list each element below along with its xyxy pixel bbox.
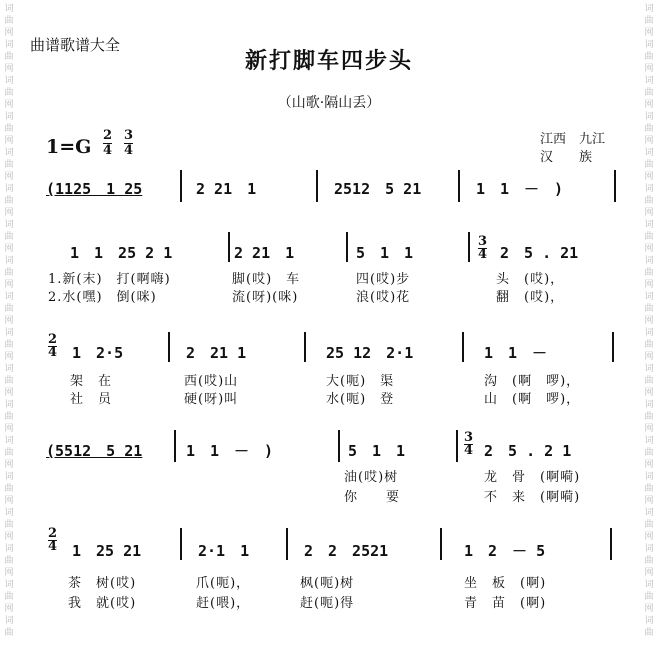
watermark-glyph: 曲 xyxy=(4,124,14,134)
watermark-glyph: 曲 xyxy=(644,268,654,278)
watermark-glyph: 曲 xyxy=(4,412,14,422)
lyric-verse2: 赶(喂)， xyxy=(196,596,251,611)
watermark-glyph: 词 xyxy=(644,76,654,86)
watermark-glyph: 网 xyxy=(4,496,14,506)
time-signature-3-4: 3 4 xyxy=(124,128,134,158)
watermark-glyph: 词 xyxy=(644,148,654,158)
watermark-glyph: 词 xyxy=(4,184,14,194)
watermark-glyph: 曲 xyxy=(4,556,14,566)
watermark-glyph: 词 xyxy=(4,40,14,50)
lyric-verse1: 1.新(末) 打(啊嗨) xyxy=(48,272,171,287)
origin-ethnicity: 汉 族 xyxy=(540,150,593,165)
watermark-glyph: 网 xyxy=(644,280,654,290)
lyric-verse1: 头 (哎)， xyxy=(496,272,565,287)
watermark-glyph: 曲 xyxy=(644,196,654,206)
watermark-glyph: 曲 xyxy=(4,628,14,638)
watermark-glyph: 词 xyxy=(4,76,14,86)
barline xyxy=(174,430,176,462)
lyric-verse1: 枫(呃)树 xyxy=(300,576,355,591)
watermark-glyph: 曲 xyxy=(4,484,14,494)
barline xyxy=(180,528,182,560)
watermark-glyph: 词 xyxy=(644,112,654,122)
watermark-glyph: 曲 xyxy=(4,304,14,314)
barline xyxy=(458,170,460,202)
lyric-verse2: 浪(哎)花 xyxy=(356,290,411,305)
watermark-glyph: 网 xyxy=(644,136,654,146)
barline xyxy=(286,528,288,560)
measure-2-3: 5 1 1 xyxy=(356,244,414,262)
watermark-glyph: 词 xyxy=(4,364,14,374)
barline xyxy=(468,232,470,262)
measure-3-4: 1 1 － xyxy=(484,344,548,362)
lyric-verse2: 2.水(嘿) 倒(咪) xyxy=(48,290,157,305)
watermark-glyph: 曲 xyxy=(644,520,654,530)
watermark-glyph: 曲 xyxy=(644,448,654,458)
lyric-verse1: 沟 (啊 啰)， xyxy=(484,374,581,389)
watermark-glyph: 网 xyxy=(644,100,654,110)
watermark-glyph: 曲 xyxy=(4,448,14,458)
watermark-glyph: 词 xyxy=(644,220,654,230)
watermark-glyph: 曲 xyxy=(644,376,654,386)
watermark-glyph: 曲 xyxy=(4,52,14,62)
watermark-glyph: 词 xyxy=(644,364,654,374)
barline xyxy=(440,528,442,560)
watermark-glyph: 网 xyxy=(644,532,654,542)
lyric-verse1: 四(哎)步 xyxy=(356,272,411,287)
watermark-glyph: 曲 xyxy=(4,376,14,386)
watermark-glyph: 曲 xyxy=(644,124,654,134)
lyric-verse1: 大(呃) 渠 xyxy=(326,374,395,389)
lyric-verse2: 赶(呃)得 xyxy=(300,596,355,611)
watermark-glyph: 曲 xyxy=(4,268,14,278)
measure-4-3: 5 1 1 xyxy=(348,442,406,460)
barline xyxy=(316,170,318,202)
watermark-glyph: 网 xyxy=(644,64,654,74)
song-subtitle: （山歌·隔山丢） xyxy=(277,95,381,111)
measure-2-1: 1 1 25 2 1 xyxy=(70,244,173,262)
lyric-verse2: 你 要 xyxy=(344,490,401,505)
watermark-glyph: 网 xyxy=(644,568,654,578)
watermark-glyph: 网 xyxy=(4,532,14,542)
watermark-glyph: 网 xyxy=(4,316,14,326)
watermark-glyph: 曲 xyxy=(644,484,654,494)
watermark-glyph: 网 xyxy=(4,388,14,398)
watermark-glyph: 曲 xyxy=(4,16,14,26)
meter-change-3-4: 3 4 xyxy=(478,234,488,262)
watermark-glyph: 曲 xyxy=(644,412,654,422)
site-label: 曲谱歌谱大全 xyxy=(30,36,121,54)
meter-change-2-4: 2 4 xyxy=(48,526,58,554)
measure-3-1: 1 2·5 xyxy=(72,344,124,362)
watermark-glyph: 词 xyxy=(4,112,14,122)
measure-2-4: 2 5 . 21 xyxy=(500,244,579,262)
watermark-glyph: 网 xyxy=(4,568,14,578)
meter-change-3-4: 3 4 xyxy=(464,430,474,458)
measure-1-1: (1125 1 25 xyxy=(46,180,143,198)
watermark-glyph: 网 xyxy=(4,352,14,362)
watermark-glyph: 词 xyxy=(644,256,654,266)
lyric-verse1: 坐 板 (啊) xyxy=(464,576,547,591)
lyric-verse2: 流(呀)(咪) xyxy=(232,290,299,305)
barline xyxy=(304,332,306,362)
watermark-glyph: 词 xyxy=(644,400,654,410)
measure-2-2: 2 21 1 xyxy=(234,244,295,262)
measure-5-1: 1 25 21 xyxy=(72,542,142,560)
watermark-glyph: 词 xyxy=(4,544,14,554)
watermark-glyph: 曲 xyxy=(644,340,654,350)
measure-4-1: (5512 5 21 xyxy=(46,442,143,460)
watermark-glyph: 网 xyxy=(4,28,14,38)
barline xyxy=(462,332,464,362)
barline xyxy=(612,332,614,362)
measure-3-3: 25 12 2·1 xyxy=(326,344,414,362)
lyric-verse2: 社 员 xyxy=(70,392,113,407)
lyric-verse2: 翻 (哎)， xyxy=(496,290,565,305)
watermark-glyph: 曲 xyxy=(4,232,14,242)
barline xyxy=(180,170,182,202)
watermark-glyph: 词 xyxy=(644,328,654,338)
watermark-glyph: 曲 xyxy=(644,628,654,638)
lyric-verse1: 架 在 xyxy=(70,374,113,389)
measure-5-4: 1 2 － 5 xyxy=(464,542,546,560)
lyric-verse2: 水(呃) 登 xyxy=(326,392,395,407)
meter-change-2-4: 2 4 xyxy=(48,332,58,360)
song-title: 新打脚车四步头 xyxy=(244,48,413,74)
lyric-verse2: 青 苗 (啊) xyxy=(464,596,547,611)
watermark-glyph: 网 xyxy=(4,604,14,614)
origin-region: 江西 九江 xyxy=(540,132,606,147)
lyric-verse2: 硬(呀)叫 xyxy=(184,392,239,407)
watermark-glyph: 词 xyxy=(644,40,654,50)
watermark-glyph: 曲 xyxy=(644,52,654,62)
watermark-glyph: 曲 xyxy=(4,160,14,170)
lyric-verse1: 西(哎)山 xyxy=(184,374,239,389)
watermark-glyph: 网 xyxy=(644,316,654,326)
barline xyxy=(456,430,458,462)
watermark-glyph: 词 xyxy=(644,292,654,302)
lyric-verse2: 山 (啊 啰)， xyxy=(484,392,581,407)
watermark-glyph: 曲 xyxy=(4,340,14,350)
lyric-verse1: 脚(哎) 车 xyxy=(232,272,301,287)
watermark-glyph: 网 xyxy=(4,172,14,182)
measure-4-4: 2 5 . 2 1 xyxy=(484,442,572,460)
watermark-glyph: 词 xyxy=(644,472,654,482)
measure-3-2: 2 21 1 xyxy=(186,344,247,362)
watermark-glyph: 词 xyxy=(644,580,654,590)
watermark-glyph: 词 xyxy=(4,508,14,518)
watermark-glyph: 网 xyxy=(644,460,654,470)
measure-1-4: 1 1 － ) xyxy=(476,180,564,198)
watermark-glyph: 曲 xyxy=(644,304,654,314)
watermark-glyph: 词 xyxy=(4,436,14,446)
watermark-glyph: 曲 xyxy=(644,556,654,566)
measure-4-2: 1 1 － ) xyxy=(186,442,274,460)
watermark-glyph: 词 xyxy=(644,544,654,554)
barline xyxy=(228,232,230,262)
watermark-glyph: 网 xyxy=(4,208,14,218)
watermark-glyph: 词 xyxy=(4,4,14,14)
watermark-glyph: 词 xyxy=(644,616,654,626)
barline xyxy=(610,528,612,560)
watermark-glyph: 词 xyxy=(644,4,654,14)
watermark-glyph: 网 xyxy=(644,604,654,614)
watermark-glyph: 词 xyxy=(644,184,654,194)
watermark-glyph: 网 xyxy=(4,136,14,146)
watermark-glyph: 曲 xyxy=(644,88,654,98)
watermark-glyph: 网 xyxy=(644,28,654,38)
watermark-glyph: 词 xyxy=(4,400,14,410)
watermark-glyph: 网 xyxy=(4,280,14,290)
lyric-verse1: 茶 树(哎) xyxy=(68,576,137,591)
watermark-glyph: 曲 xyxy=(644,592,654,602)
barline xyxy=(614,170,616,202)
lyric-verse1: 油(哎)树 xyxy=(344,470,399,485)
watermark-glyph: 曲 xyxy=(4,520,14,530)
barline xyxy=(346,232,348,262)
watermark-glyph: 词 xyxy=(4,472,14,482)
watermark-glyph: 词 xyxy=(4,148,14,158)
watermark-glyph: 词 xyxy=(4,328,14,338)
watermark-glyph: 曲 xyxy=(644,232,654,242)
watermark-glyph: 曲 xyxy=(644,16,654,26)
watermark-glyph: 网 xyxy=(4,100,14,110)
lyric-verse2: 不 来 (啊嗬) xyxy=(484,490,581,505)
watermark-glyph: 词 xyxy=(4,616,14,626)
watermark-glyph: 曲 xyxy=(644,160,654,170)
watermark-glyph: 网 xyxy=(644,496,654,506)
measure-1-2: 2 21 1 xyxy=(196,180,257,198)
watermark-glyph: 网 xyxy=(644,352,654,362)
measure-5-3: 2 2 2521 xyxy=(304,542,389,560)
watermark-glyph: 网 xyxy=(644,424,654,434)
watermark-glyph: 词 xyxy=(4,580,14,590)
watermark-glyph: 曲 xyxy=(4,88,14,98)
lyric-verse1: 爪(呃)， xyxy=(196,576,251,591)
watermark-glyph: 网 xyxy=(4,244,14,254)
watermark-glyph: 网 xyxy=(4,64,14,74)
watermark-glyph: 网 xyxy=(644,388,654,398)
key-signature: 1=G xyxy=(46,136,92,158)
watermark-glyph: 词 xyxy=(4,292,14,302)
measure-5-2: 2·1 1 xyxy=(198,542,250,560)
barline xyxy=(168,332,170,362)
watermark-glyph: 曲 xyxy=(4,592,14,602)
lyric-verse1: 龙 骨 (啊嗬) xyxy=(484,470,581,485)
lyric-verse2: 我 就(哎) xyxy=(68,596,137,611)
watermark-glyph: 网 xyxy=(644,208,654,218)
barline xyxy=(338,430,340,462)
measure-1-3: 2512 5 21 xyxy=(334,180,422,198)
watermark-glyph: 词 xyxy=(4,256,14,266)
watermark-glyph: 网 xyxy=(644,172,654,182)
watermark-glyph: 网 xyxy=(4,460,14,470)
time-signature-2-4: 2 4 xyxy=(103,128,113,158)
watermark-glyph: 词 xyxy=(4,220,14,230)
watermark-glyph: 词 xyxy=(644,508,654,518)
watermark-glyph: 网 xyxy=(644,244,654,254)
watermark-glyph: 词 xyxy=(644,436,654,446)
watermark-glyph: 曲 xyxy=(4,196,14,206)
watermark-glyph: 网 xyxy=(4,424,14,434)
